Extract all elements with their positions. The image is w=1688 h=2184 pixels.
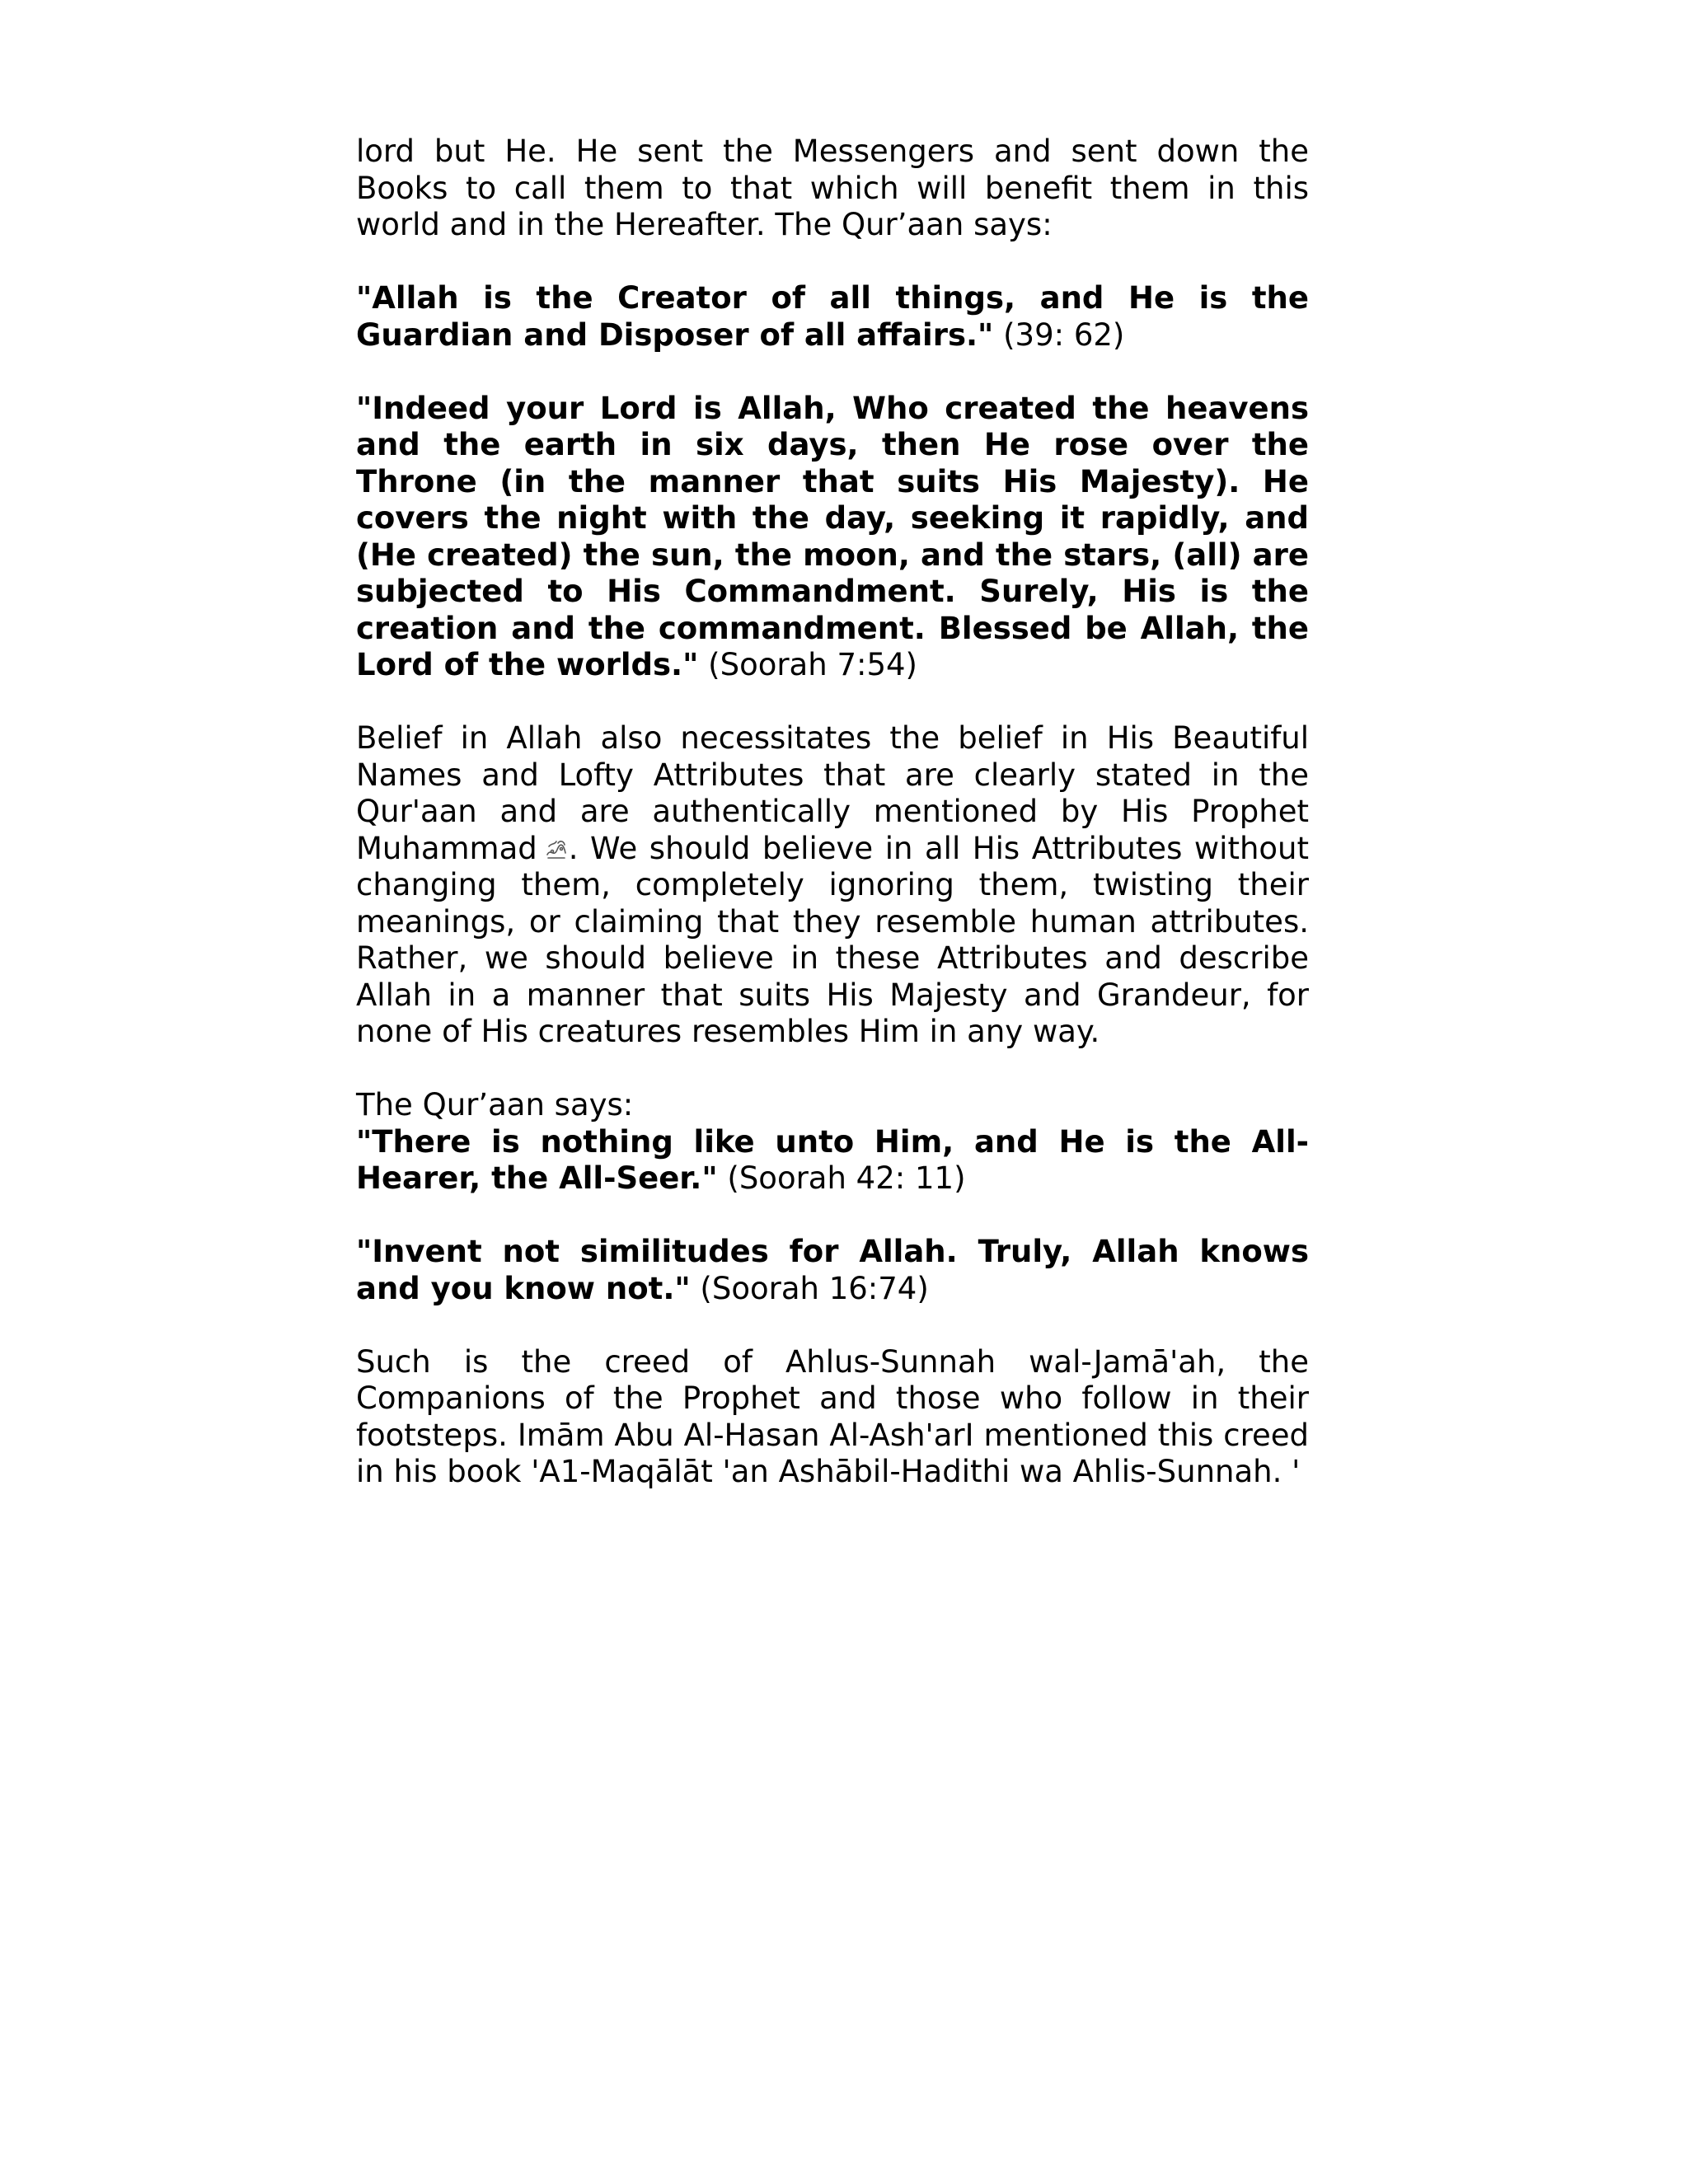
arabic-calligraphy-salutation-icon <box>544 833 569 858</box>
quote-text: "Invent not similitudes for Allah. Truly, Allah knows and you know not." <box>356 1234 1309 1306</box>
quote-reference: (39: 62) <box>993 316 1125 353</box>
quote-42-11 <box>356 1124 1309 1197</box>
quote-reference: (Soorah 16:74) <box>690 1270 929 1306</box>
paragraph-attributes-text-before: Belief in Allah also necessitates the belief in His Beautiful Names and Lofty Attributes that are clearly stated in the Qur'aan and are authentically mentioned by His Prophet Muhammad <box>356 720 1309 866</box>
quote-text: "Allah is the Creator of all things, and He is the Guardian and Disposer of all affairs." <box>356 280 1309 353</box>
quote-16-74 <box>356 1234 1309 1307</box>
document-page <box>356 134 1309 1527</box>
quote-text: "Indeed your Lord is Allah, Who created the heavens and the earth in six days, then He rose over the Throne (in the manner that suits His Majesty). He covers the night with the day, seeking it rapidly, and (He created) the sun, the moon, and the stars, (all) are subjected to His Commandment. Surely, His is the creation and the commandment. Blessed be Allah, the Lord of the worlds." <box>356 390 1309 682</box>
quote-reference: (Soorah 7:54) <box>698 647 917 682</box>
paragraph-intro <box>356 134 1309 244</box>
paragraph-attributes-text-after: . We should believe in all His Attributes without changing them, completely ignoring them, twisting their meanings, or claiming that they resemble human attributes. Rather, we should believe in these Attributes and describe Allah in a manner that suits His Majesty and Grandeur, for none of His creatures resembles Him in any way. <box>356 830 1309 1049</box>
quote-reference: (Soorah 42: 11) <box>717 1160 966 1196</box>
paragraph-quran-says <box>356 1087 1309 1124</box>
paragraph-creed <box>356 1344 1309 1491</box>
paragraph-attributes <box>356 720 1309 1051</box>
quote-39-62 <box>356 280 1309 354</box>
quote-text: "There is nothing like unto Him, and He is the All-Hearer, the All-Seer." <box>356 1123 1309 1196</box>
quote-7-54 <box>356 391 1309 684</box>
paragraph-intro-text: lord but He. He sent the Messengers and sent down the Books to call them to that which will benefit them in this world and in the Hereafter. The Qur’aan says: <box>356 134 1309 242</box>
paragraph-quran-says-text: The Qur’aan says: <box>356 1087 634 1122</box>
paragraph-creed-text: Such is the creed of Ahlus-Sunnah wal-Jamā'ah, the Companions of the Prophet and those who follow in their footsteps. Imām Abu Al-Hasan Al-Ash'arI mentioned this creed in his book 'A1-Maqālāt 'an Ashābil-Hadithi wa Ahlis-Sunnah. ' <box>356 1343 1309 1489</box>
